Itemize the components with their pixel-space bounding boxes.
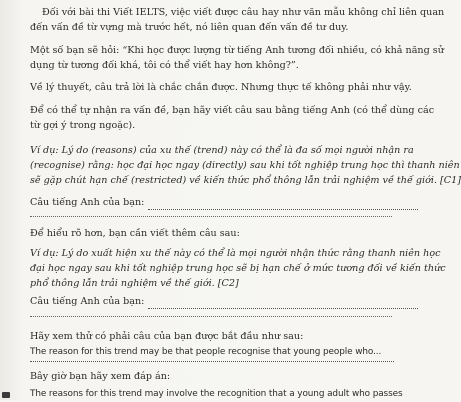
question-line-2: dụng từ tương đối khá, tôi có thể viết hay hơn không?”. [30, 60, 299, 71]
instruction-paragraph [30, 226, 394, 241]
suggested-start-underline [30, 361, 394, 362]
example-1-line-1: Ví dụ: Lý do (reasons) của xu thế (trend) này có thể là đa số mọi người nhận ra [30, 145, 414, 156]
example-1-line-2: (recognise) rằng: học đại học ngay (directly) sau khi tốt nghiệp trung học thì thanh niên [30, 160, 460, 171]
answer-field-2-label: Câu tiếng Anh của bạn: [30, 296, 145, 307]
theory-line-1: Về lý thuyết, câu trả lời là chắc chắn được. Nhưng thực tế không phải như vậy. [30, 82, 412, 93]
answer-field-1 [30, 195, 392, 210]
example-2-line-2: đại học ngay sau khi tốt nghiệp trung học sẽ bị hạn chế ở mức tương đối về kiến thức [30, 263, 446, 274]
example-2-line-1: Ví dụ: Lý do xuất hiện xu thế này có thể là mọi người nhận thức rằng thanh niên học [30, 248, 441, 259]
check-line: Hãy xem thử có phải câu của bạn được bắt đầu như sau: [30, 331, 304, 342]
divider-1 [30, 216, 392, 217]
answer-field-2 [30, 294, 392, 309]
divider-2 [30, 316, 392, 317]
side-tab-mark [2, 392, 10, 398]
example-1 [30, 143, 461, 188]
intro-line-2: đến vấn đề từ vựng mà trước hết, nó liên quan đến vấn đề tư duy. [30, 22, 349, 33]
suggested-start [30, 345, 394, 360]
instruction-line-1: Để hiểu rõ hơn, bạn cần viết thêm câu sau: [30, 228, 240, 239]
question-paragraph [30, 43, 444, 73]
intro-paragraph [30, 5, 445, 35]
check-paragraph [30, 329, 394, 344]
intro-line-1: Đối với bài thi Viết IELTS, việc viết được câu hay như văn mẫu không chỉ liên quan [42, 7, 445, 18]
answer-field-1-label: Câu tiếng Anh của bạn: [30, 197, 145, 208]
suggested-start-line: The reason for this trend may be that people recognise that young people who... [30, 347, 382, 357]
answer-key-line: The reasons for this trend may involve the recognition that a young adult who passes [30, 389, 403, 399]
question-line-1: Một số bạn sẽ hỏi: “Khi học được lượng từ tiếng Anh tương đối nhiều, có khả năng sử [30, 45, 444, 56]
example-2-line-3: phổ thông lẫn trải nghiệm về thế giới. [C2] [30, 278, 239, 289]
answer-intro-line: Bây giờ bạn hãy xem đáp án: [30, 371, 171, 382]
answer-intro [30, 369, 394, 384]
task-line-1: Để có thể tự nhận ra vấn đề, bạn hãy viết câu sau bằng tiếng Anh (có thể dùng các [30, 105, 435, 116]
example-2 [30, 246, 446, 291]
task-paragraph [30, 103, 435, 133]
answer-key [30, 387, 403, 402]
example-1-line-3: sẽ gặp chút hạn chế (restricted) về kiến thức phổ thông lẫn trải nghiệm về thế giới. [C1] [30, 175, 461, 186]
theory-paragraph [30, 80, 412, 95]
answer-field-1-line[interactable] [148, 199, 418, 210]
task-line-2: từ gợi ý trong ngoặc). [30, 120, 136, 131]
answer-field-2-line[interactable] [148, 298, 418, 309]
